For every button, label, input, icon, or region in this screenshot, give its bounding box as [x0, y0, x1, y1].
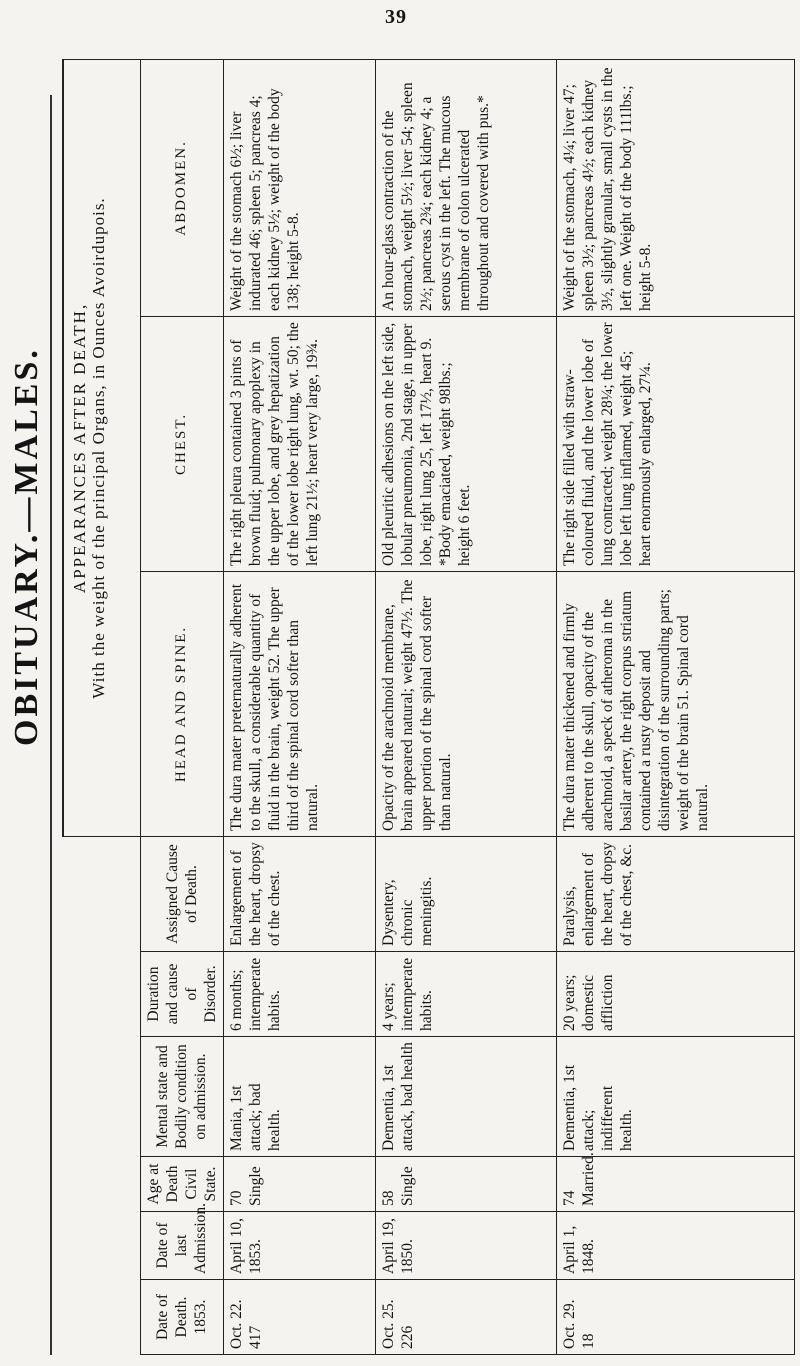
margin-rule	[50, 95, 52, 1355]
cell-date-of-admission: April 19, 1850.	[376, 1212, 557, 1280]
cell-assigned-cause: Enlargement of the heart, dropsy of the chest.	[223, 836, 376, 951]
cell-date-of-death: Oct. 22. 417	[223, 1280, 376, 1355]
cell-age-civil-state: 58 Single	[376, 1157, 557, 1212]
header-date-of-admission: Date of last Admission.	[140, 1212, 223, 1280]
cell-date-of-admission: April 1, 1848.	[557, 1212, 795, 1280]
caption-row	[63, 59, 140, 1354]
caption-line-2: With the weight of the principal Organs, in Ounces Avoirdupois.	[89, 197, 108, 699]
cell-mental-state: Dementia, 1st attack; indifferent health.	[557, 1037, 795, 1157]
obituary-table-container	[62, 60, 795, 1355]
page-number: 39	[385, 6, 407, 28]
cell-abdomen: An hour-glass contraction of the stomach, weight 5½; liver 54; spleen 2½; pancreas 2¾; each kidney 4; a serous cyst in the left. The mucous membrane of colon ulcerated throughout and covered with pus.*	[376, 59, 557, 316]
cell-chest: Old pleuritic adhesions on the left side, lobular pneumonia, 2nd stage, in upper lobe, right lung 25, left 17½, heart 9. *Body emaciated, weight 98lbs.; height 6 feet.	[376, 316, 557, 571]
header-duration: Duration and cause of Disorder.	[140, 952, 223, 1037]
table-row	[223, 59, 376, 1354]
header-age-civil-state: Age at Death Civil State.	[140, 1157, 223, 1212]
cell-age-civil-state: 74 Married.	[557, 1157, 795, 1212]
caption-line-1: APPEARANCES AFTER DEATH,	[70, 302, 89, 594]
header-row	[140, 59, 223, 1354]
cell-duration: 20 years; domestic affliction	[557, 952, 795, 1037]
cell-mental-state: Mania, 1st attack; bad health.	[223, 1037, 376, 1157]
cell-date-of-death: Oct. 29. 18	[557, 1280, 795, 1355]
cell-head-and-spine: The dura mater preternaturally adherent to the skull, a considerable quantity of fluid in the brain, weight 52. The upper third of the spinal cord softer than natural.	[223, 571, 376, 836]
cell-assigned-cause: Dysentery, chronic meningitis.	[376, 836, 557, 951]
cell-duration: 4 years; intemperate habits.	[376, 952, 557, 1037]
header-date-of-death: Date of Death. 1853.	[140, 1280, 223, 1355]
header-mental-state: Mental state and Bodily condition on admission.	[140, 1037, 223, 1157]
table-row	[376, 59, 557, 1354]
cell-date-of-admission: April 10, 1853.	[223, 1212, 376, 1280]
cell-head-and-spine: Opacity of the arachnoid membrane, brain appeared natural; weight 47½. The upper portion of the spinal cord softer than natural.	[376, 571, 557, 836]
table-caption	[63, 59, 140, 836]
cell-mental-state: Dementia, 1st attack, bad health	[376, 1037, 557, 1157]
cell-abdomen: Weight of the stomach, 4¼; liver 47; spleen 3½; pancreas 4½; each kidney 3½, slightly granular, small cysts in the left one. Weight of the body 111lbs.; height 5-8.	[557, 59, 795, 316]
cell-assigned-cause: Paralysis, enlargement of the heart, dropsy of the chest, &c.	[557, 836, 795, 951]
section-title: OBITUARY.—MALES.	[8, 347, 45, 746]
cell-chest: The right pleura contained 3 pints of brown fluid; pulmonary apoplexy in the upper lobe, and grey hepatization of the lower lobe right lung, wt. 50; the left lung 21½; heart very large, 19¾.	[223, 316, 376, 571]
caption-spacer	[63, 836, 140, 1354]
cell-abdomen: Weight of the stomach 6½; liver indurated 46; spleen 5; pancreas 4; each kidney 5½; weight of the body 138; height 5-8.	[223, 59, 376, 316]
cell-date-of-death: Oct. 25. 226	[376, 1280, 557, 1355]
header-head-and-spine: HEAD AND SPINE.	[140, 571, 223, 836]
obituary-table	[62, 59, 795, 1355]
cell-chest: The right side filled with straw-coloured fluid, and the lower lobe of lung contracted; weight 28¼; the lower lobe left lung inflamed, weight 45; heart enormously enlarged, 27¼.	[557, 316, 795, 571]
header-assigned-cause: Assigned Cause of Death.	[140, 836, 223, 951]
cell-duration: 6 months; intemperate habits.	[223, 952, 376, 1037]
header-chest: CHEST.	[140, 316, 223, 571]
table-row	[557, 59, 795, 1354]
cell-age-civil-state: 70 Single	[223, 1157, 376, 1212]
cell-head-and-spine: The dura mater thickened and firmly adherent to the skull, opacity of the arachnoid, a speck of atheroma in the basilar artery, the right corpus striatum contained a rusty deposit and disintegration of the surrounding parts; weight of the brain 51. Spinal cord natural.	[557, 571, 795, 836]
header-abdomen: ABDOMEN.	[140, 59, 223, 316]
